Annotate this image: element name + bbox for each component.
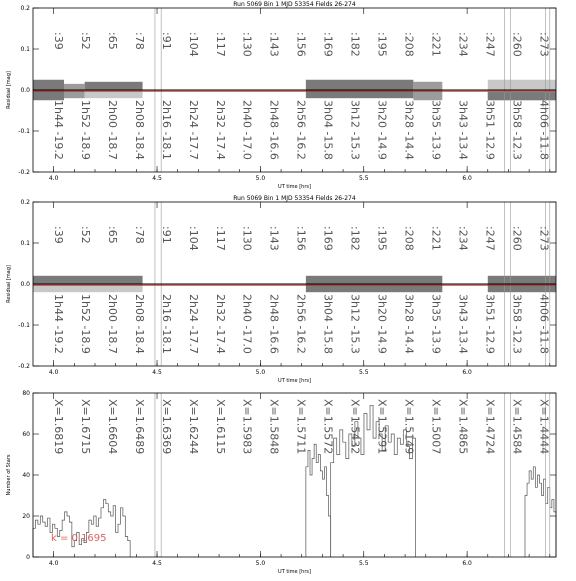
time-label: 3h51 -12.9 <box>483 294 497 354</box>
time-label: 3h35 -13.9 <box>429 100 443 160</box>
airmass-label: X=1.5007 <box>429 399 443 455</box>
y-tick-label: 80 <box>22 390 30 397</box>
time-label: 2h40 -17.0 <box>240 294 254 354</box>
airmass-label: X=1.4444 <box>537 399 551 455</box>
time-label: 4h06 -11.8 <box>537 100 551 160</box>
field-label: :65 <box>105 226 119 244</box>
x-tick-label: 6.0 <box>462 175 472 182</box>
airmass-label: X=1.5848 <box>267 399 281 455</box>
time-label: 3h51 -12.9 <box>483 100 497 160</box>
field-label: :182 <box>348 32 362 57</box>
histogram-series <box>525 467 556 557</box>
airmass-label: X=1.5711 <box>294 399 308 455</box>
x-axis-label: UT time [hrs] <box>278 378 311 384</box>
x-tick-label: 4.0 <box>48 560 59 567</box>
y-tick-label: 0.0 <box>20 281 30 288</box>
residual-panel-2 <box>6 195 556 384</box>
field-label: :143 <box>267 226 281 251</box>
y-axis-label: Number of Stars <box>6 454 12 496</box>
time-label: 3h20 -14.9 <box>375 100 389 160</box>
field-label: :182 <box>348 226 362 251</box>
y-tick-label: 0.1 <box>20 240 30 247</box>
field-label: :247 <box>483 32 497 57</box>
y-tick-label: 0.0 <box>20 87 30 94</box>
time-label: 2h08 -18.4 <box>132 100 146 160</box>
airmass-label: X=1.6819 <box>52 399 65 455</box>
time-label: 3h58 -12.3 <box>510 100 524 160</box>
field-label: :52 <box>78 226 92 244</box>
airmass-label: X=1.5983 <box>240 399 254 455</box>
x-tick-label: 4.0 <box>48 369 59 376</box>
x-tick-label: 4.5 <box>152 560 162 567</box>
y-tick-label: -0.2 <box>18 363 30 370</box>
airmass-label: X=1.6115 <box>213 399 227 455</box>
histogram-series <box>33 500 130 557</box>
extinction-annotation: k = 0.1695 <box>51 533 107 544</box>
time-label: 2h40 -17.0 <box>240 100 254 160</box>
x-tick-label: 5.0 <box>255 369 266 376</box>
field-label: :117 <box>213 226 227 251</box>
time-label: 2h00 -18.7 <box>105 294 119 354</box>
x-tick-label: 6.0 <box>462 369 472 376</box>
field-label: :195 <box>375 32 389 57</box>
field-label: :156 <box>294 32 308 57</box>
field-label: :273 <box>537 226 551 251</box>
x-axis-label: UT time [hrs] <box>278 569 311 575</box>
time-label: 3h28 -14.4 <box>402 100 416 160</box>
time-label: 3h04 -15.8 <box>321 100 335 160</box>
residual-band <box>306 80 413 98</box>
y-tick-label: 60 <box>22 431 30 438</box>
time-label: 3h04 -15.8 <box>321 294 335 354</box>
time-label: 3h43 -13.4 <box>456 100 470 160</box>
time-label: 2h32 -17.4 <box>213 294 227 354</box>
time-label: 2h32 -17.4 <box>213 100 227 160</box>
field-label: :260 <box>510 226 524 251</box>
time-label: 2h48 -16.6 <box>267 294 281 354</box>
x-axis-label: UT time [hrs] <box>278 184 311 190</box>
field-label: :247 <box>483 226 497 251</box>
residual-band <box>33 276 143 284</box>
histogram-series <box>306 444 331 557</box>
airmass-label: X=1.5432 <box>348 399 362 455</box>
x-tick-label: 5.5 <box>358 560 369 567</box>
field-label: :273 <box>537 32 551 57</box>
time-label: 2h56 -16.2 <box>294 294 308 354</box>
time-label: 2h48 -16.6 <box>267 100 281 160</box>
airmass-label: X=1.6604 <box>105 399 119 455</box>
field-label: :39 <box>52 226 65 244</box>
field-label: :221 <box>429 226 443 251</box>
airmass-label: X=1.5291 <box>375 399 389 455</box>
airmass-label: X=1.6244 <box>186 399 200 455</box>
y-tick-label: -0.1 <box>18 128 30 135</box>
time-label: 3h43 -13.4 <box>456 294 470 354</box>
y-tick-label: 0.1 <box>20 46 30 53</box>
time-label: 2h24 -17.7 <box>186 100 200 160</box>
airmass-label: X=1.6369 <box>159 399 173 455</box>
x-tick-label: 5.0 <box>255 175 266 182</box>
x-tick-label: 5.5 <box>358 369 369 376</box>
x-tick-label: 4.0 <box>48 175 59 182</box>
field-label: :78 <box>132 32 146 50</box>
field-label: :195 <box>375 226 389 251</box>
y-tick-label: 0 <box>26 554 30 561</box>
time-label: 2h00 -18.7 <box>105 100 119 160</box>
time-label: 3h12 -15.3 <box>348 100 362 160</box>
airmass-label: X=1.6715 <box>78 399 92 455</box>
airmass-label: X=1.5572 <box>321 399 335 455</box>
time-label: 1h44 -19.2 <box>52 294 65 354</box>
field-label: :117 <box>213 32 227 57</box>
field-label: :143 <box>267 32 281 57</box>
residual-panel-1 <box>6 1 556 190</box>
field-label: :208 <box>402 32 416 57</box>
time-label: 2h16 -18.1 <box>159 100 173 160</box>
y-tick-label: 0.2 <box>20 5 30 12</box>
airmass-label: X=1.4865 <box>456 399 470 455</box>
time-label: 3h28 -14.4 <box>402 294 416 354</box>
time-label: 2h08 -18.4 <box>132 294 146 354</box>
airmass-label: X=1.5149 <box>402 399 416 455</box>
time-label: 3h20 -14.9 <box>375 294 389 354</box>
field-label: :260 <box>510 32 524 57</box>
time-label: 1h52 -18.9 <box>78 100 92 160</box>
field-label: :234 <box>456 226 470 251</box>
time-label: 4h06 -11.8 <box>537 294 551 354</box>
panel-title: Run 5069 Bin 1 MJD 53354 Fields 26-274 <box>233 195 356 202</box>
field-label: :156 <box>294 226 308 251</box>
time-label: 2h16 -18.1 <box>159 294 173 354</box>
panel-title: Run 5069 Bin 1 MJD 53354 Fields 26-274 <box>233 1 356 8</box>
x-tick-label: 5.5 <box>358 175 369 182</box>
field-label: :104 <box>186 32 200 57</box>
time-label: 2h24 -17.7 <box>186 294 200 354</box>
field-label: :130 <box>240 32 254 57</box>
time-label: 2h56 -16.2 <box>294 100 308 160</box>
field-label: :91 <box>159 32 173 50</box>
time-label: 3h58 -12.3 <box>510 294 524 354</box>
time-label: 1h52 -18.9 <box>78 294 92 354</box>
y-tick-label: 40 <box>22 472 30 479</box>
y-tick-label: 20 <box>22 513 30 520</box>
field-label: :91 <box>159 226 173 244</box>
field-label: :78 <box>132 226 146 244</box>
field-label: :130 <box>240 226 254 251</box>
y-axis-label: Residual [mag] <box>6 71 12 109</box>
airmass-label: X=1.4584 <box>510 399 524 455</box>
y-tick-label: 0.2 <box>20 199 30 206</box>
airmass-label: X=1.4724 <box>483 399 497 455</box>
residual-band <box>85 82 143 90</box>
field-label: :104 <box>186 226 200 251</box>
field-label: :52 <box>78 32 92 50</box>
time-label: 1h44 -19.2 <box>52 100 65 160</box>
time-label: 3h35 -13.9 <box>429 294 443 354</box>
y-tick-label: -0.2 <box>18 169 30 176</box>
time-label: 3h12 -15.3 <box>348 294 362 354</box>
field-label: :234 <box>456 32 470 57</box>
field-label: :208 <box>402 226 416 251</box>
y-axis-label: Residual [mag] <box>6 265 12 303</box>
field-label: :39 <box>52 32 65 50</box>
airmass-label: X=1.6489 <box>132 399 146 455</box>
field-label: :169 <box>321 226 335 251</box>
x-tick-label: 4.5 <box>152 175 162 182</box>
y-tick-label: -0.1 <box>18 322 30 329</box>
star-count-panel <box>6 390 556 575</box>
field-label: :169 <box>321 32 335 57</box>
field-label: :221 <box>429 32 443 57</box>
x-tick-label: 4.5 <box>152 369 162 376</box>
x-tick-label: 6.0 <box>462 560 472 567</box>
x-tick-label: 5.0 <box>255 560 266 567</box>
field-label: :65 <box>105 32 119 50</box>
